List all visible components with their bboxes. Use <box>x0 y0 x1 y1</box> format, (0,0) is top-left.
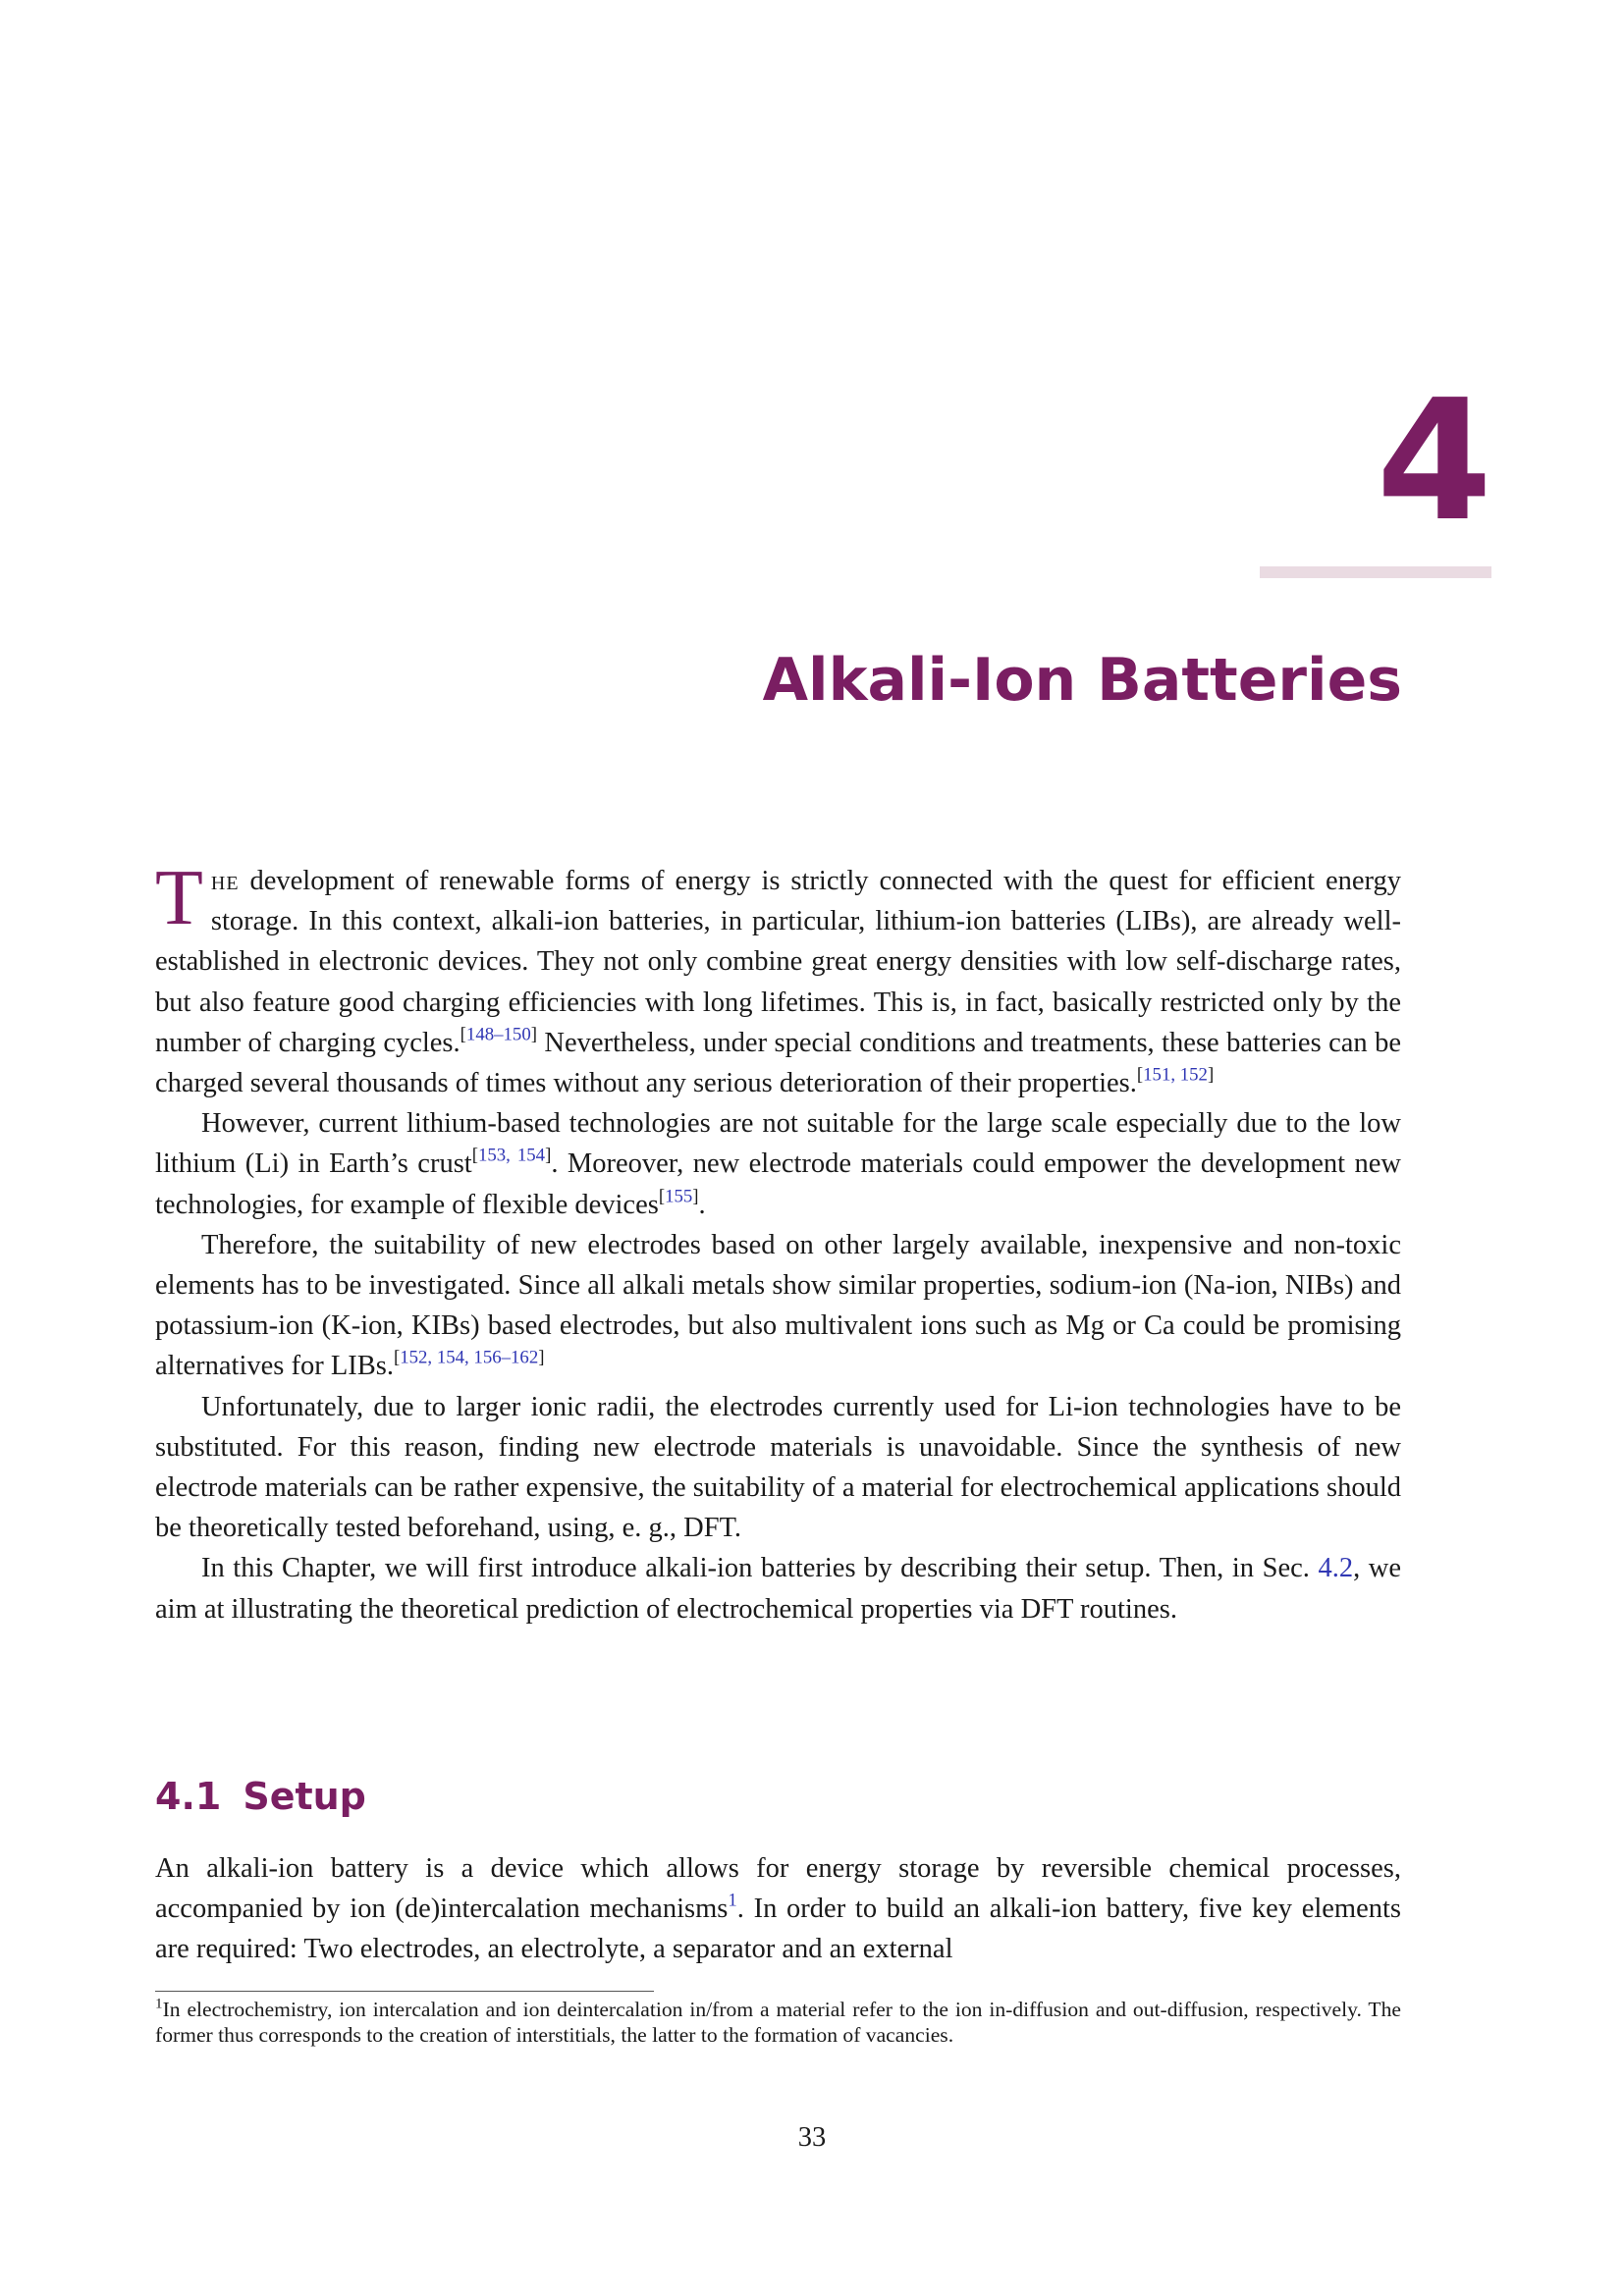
paragraph-text: An alkali-ion battery is a device which allows for energy storage by reversible chemical processes, accompanied by ion (de)intercalation mechanisms <box>155 1853 1401 1925</box>
chapter-rule <box>1260 566 1491 578</box>
intro-paragraph-1: The development of renewable forms of energy is strictly connected with the quest for efficient energy storage. In this context, alkali-ion batteries, in particular, lithium-ion batteries (LIBs), are already well-established in electronic devices. They not only combine great energy densities with low self-discharge rates, but also feature good charging efficiencies with long lifetimes. This is, in fact, basically restricted only by the number of charging cycles.[148–150] Nevertheless, under special conditions and treatments, these batteries can be charged several thousands of times without any serious deterioration of their properties.[151, 152] <box>155 855 1401 1099</box>
page-number: 33 <box>797 2122 827 2153</box>
paragraph-text: In this Chapter, we will first introduce alkali-ion batteries by describing their setup. Then, in Sec. <box>201 1553 1319 1584</box>
footnote <box>155 1997 1401 2048</box>
footnote-text: In electrochemistry, ion intercalation and ion deintercalation in/from a material refer to the ion in-diffusion and out-diffusion, respectively. The former thus corresponds to the creation of interstitials, the latter to the formation of vacancies. <box>155 1998 1401 2047</box>
citation-link[interactable]: 151, 152 <box>1143 1064 1208 1086</box>
paragraph-text: Nevertheless, under special conditions and treatments, these batteries can be charged several thousands of times without any serious deterioration of their properties. <box>155 1027 1401 1099</box>
chapter-title: Alkali-Ion Batteries <box>762 646 1402 715</box>
section-number: 4.1 <box>155 1775 222 1818</box>
paragraph-text: . <box>698 1189 706 1220</box>
intro-paragraph-3: Therefore, the suitability of new electrodes based on other largely available, inexpensive and non-toxic elements has to be investigated. Since all alkali metals show similar properties, sodium-ion (Na-ion, NIBs) and potassium-ion (K-ion, KIBs) based electrodes, but also multivalent ions such as Mg or Ca could be promising alternatives for LIBs.[152, 154, 156–162] <box>155 1229 1401 1382</box>
chapter-intro <box>155 855 1402 1629</box>
footnote-mark: 1 <box>155 1996 163 2012</box>
footnote-link[interactable]: 1 <box>728 1890 737 1911</box>
paragraph-text: Therefore, the suitability of new electrodes based on other largely available, inexpensive and non-toxic elements has to be investigated. Since all alkali metals show similar properties, sodium-ion (Na-ion, NIBs) and potassium-ion (K-ion, KIBs) based electrodes, but also multivalent ions such as Mg or Ca could be promising alternatives for LIBs. <box>155 1229 1401 1382</box>
paragraph-text: . Moreover, new electrode materials could empower the development new technologies, for example of flexible devices <box>155 1148 1401 1220</box>
citation-link[interactable]: 155 <box>665 1186 693 1207</box>
paragraph-text: development of renewable forms of energy is strictly connected with the quest for efficient energy storage. In this context, alkali-ion batteries, in particular, lithium-ion batteries (LIBs), are already well-established in electronic devices. They not only combine great energy densities with low self-discharge rates, but also feature good charging efficiencies with long lifetimes. This is, in fact, basically restricted only by the number of charging cycles. <box>155 866 1401 1058</box>
footnote-rule <box>155 1991 654 1992</box>
small-caps-lead: he <box>210 866 240 896</box>
intro-paragraph-4 <box>155 1387 1401 1549</box>
section-body <box>155 1848 1401 1970</box>
intro-paragraph-5 <box>155 1548 1401 1629</box>
paragraph-text: , we aim at illustrating the theoretical prediction of electrochemical properties via DFT routines. <box>155 1553 1402 1625</box>
section-link[interactable]: 4.2 <box>1318 1553 1354 1584</box>
paragraph-text: . In order to build an alkali-ion battery, five key elements are required: Two electrodes, an electrolyte, a separator and an external <box>155 1894 1401 1965</box>
drop-cap: T <box>155 855 203 941</box>
citation-link[interactable]: 152, 154, 156–162 <box>400 1348 539 1369</box>
citation-link[interactable]: 153, 154 <box>477 1146 546 1167</box>
chapter-number: 4 <box>1376 364 1492 559</box>
section-title: Setup <box>243 1775 366 1818</box>
section-heading <box>155 1775 366 1820</box>
citation-link[interactable]: 148–150 <box>465 1024 531 1045</box>
paragraph-text: Unfortunately, due to larger ionic radii, the electrodes currently used for Li-ion technologies have to be substituted. For this reason, finding new electrode materials is unavoidable. Since the synthesis of new electrode materials can be rather expensive, the suitability of a material for electrochemical applications should be theoretically tested beforehand, using, e. g., DFT. <box>155 1391 1401 1544</box>
intro-paragraph-2: However, current lithium-based technologies are not suitable for the large scale especially due to the low lithium (Li) in Earth’s crust[153, 154]. Moreover, new electrode materials could empower the development new technologies, for example of flexible devices[155]. <box>155 1108 1401 1220</box>
section-paragraph-1 <box>155 1848 1401 1970</box>
paragraph-text: However, current lithium-based technologies are not suitable for the large scale especially due to the low lithium (Li) in Earth’s crust <box>155 1108 1401 1180</box>
